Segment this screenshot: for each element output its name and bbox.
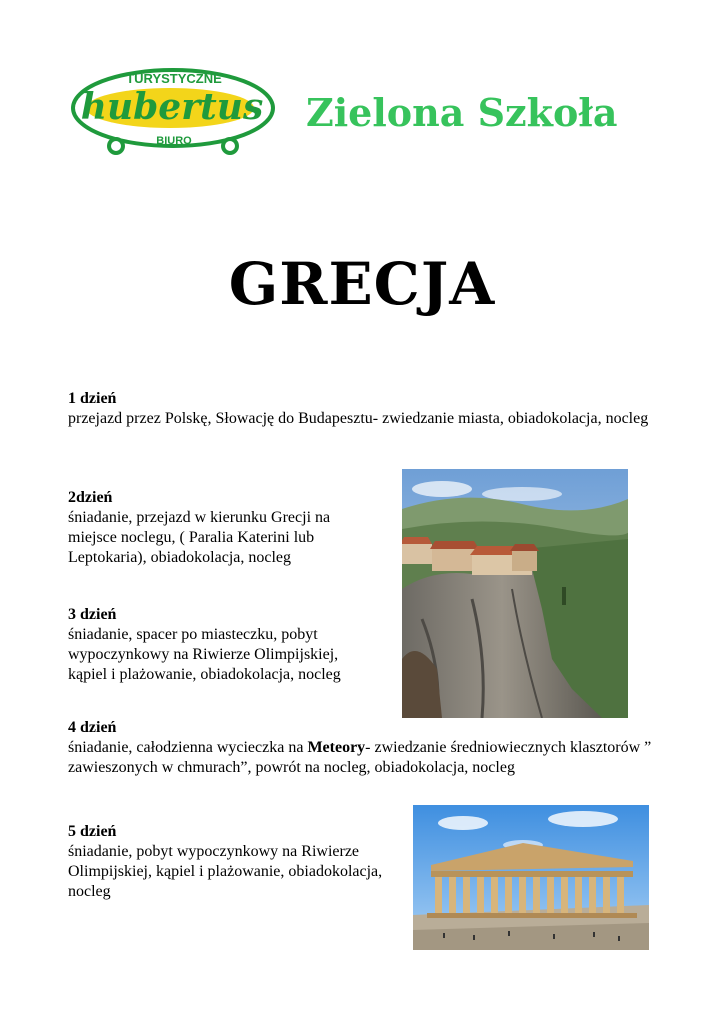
day-description: śniadanie, przejazd w kierunku Grecji na miejsce noclegu, ( Paralia Katerini lub Leptokaria), obiadokolacja, nocleg (68, 509, 331, 566)
page-title: GRECJA (228, 250, 496, 318)
svg-text:hubertus: hubertus (80, 86, 264, 128)
page-heading: Zielona Szkoła (306, 90, 618, 135)
day-5 (68, 822, 413, 902)
hubertus-logo (70, 66, 276, 158)
day-label: 5 dzień (68, 823, 117, 840)
parthenon-photo (413, 805, 649, 950)
meteory-highlight: Meteory (307, 739, 366, 756)
svg-text:BIURO: BIURO (156, 135, 192, 147)
day-3 (68, 605, 368, 685)
day-description: przejazd przez Polskę, Słowację do Budapesztu- zwiedzanie miasta, obiadokolacja, nocleg (68, 410, 649, 427)
day-description: śniadanie, spacer po miasteczku, pobyt wypoczynkowy na Riwierze Olimpijskiej, kąpiel i plażowanie, obiadokolacja, nocleg (68, 626, 341, 683)
day-label: 3 dzień (68, 606, 117, 623)
day-label: 4 dzień (68, 719, 117, 736)
meteora-photo (402, 469, 628, 718)
day-description: śniadanie, pobyt wypoczynkowy na Riwierze Olimpijskiej, kąpiel i plażowanie, obiadokolacja, nocleg (68, 843, 383, 900)
day-description: śniadanie, całodzienna wycieczka na Meteory- zwiedzanie średniowiecznych klasztorów ” zawieszonych w chmurach”, powrót na nocleg, obiadokolacja, nocleg (68, 739, 652, 776)
day-label: 2dzień (68, 489, 113, 506)
day-2 (68, 488, 368, 568)
day-label: 1 dzień (68, 390, 117, 407)
day-4 (68, 718, 658, 778)
day-1 (68, 389, 658, 429)
svg-text:TURYSTYCZNE: TURYSTYCZNE (126, 71, 222, 86)
